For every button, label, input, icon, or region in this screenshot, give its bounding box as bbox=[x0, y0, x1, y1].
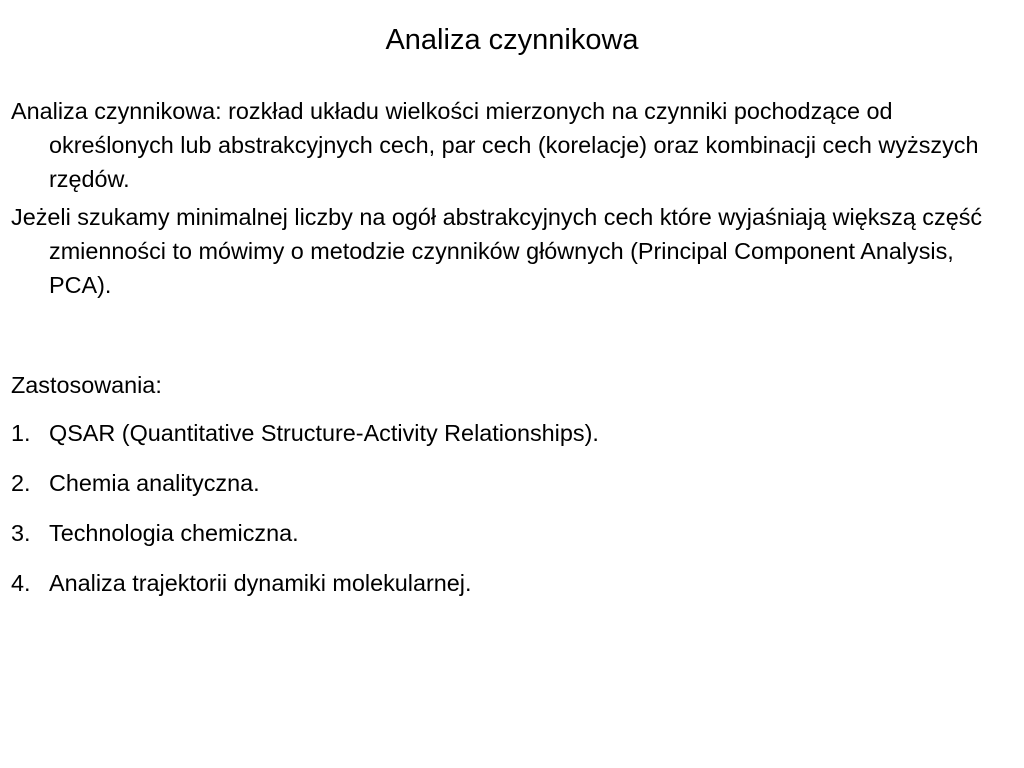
list-item-text: Technologia chemiczna. bbox=[49, 520, 299, 546]
list-item-text: Chemia analityczna. bbox=[49, 470, 260, 496]
list-item-number: 2. bbox=[11, 470, 31, 496]
list-item-number: 1. bbox=[11, 420, 31, 446]
list-item-number: 4. bbox=[11, 570, 31, 596]
slide-body bbox=[11, 94, 1016, 600]
list-item bbox=[11, 566, 1016, 600]
applications-heading: Zastosowania: bbox=[11, 372, 162, 398]
spacer bbox=[11, 302, 1016, 368]
pca-paragraph: Jeżeli szukamy minimalnej liczby na ogół abstrakcyjnych cech które wyjaśniają większą część zmienności to mówimy o metodzie czynników głównych (Principal Component Analysis, PCA). bbox=[11, 204, 983, 298]
list-item-text: Analiza trajektorii dynamiki molekularnej. bbox=[49, 570, 472, 596]
applications-list bbox=[11, 416, 1016, 600]
slide-title: Analiza czynnikowa bbox=[385, 24, 639, 56]
definition-paragraph: Analiza czynnikowa: rozkład układu wielkości mierzonych na czynniki pochodzące od określonych lub abstrakcyjnych cech, par cech (korelacje) oraz kombinacji cech wyższych rzędów. bbox=[11, 98, 979, 192]
list-item-text: QSAR (Quantitative Structure-Activity Relationships). bbox=[49, 420, 599, 446]
list-item bbox=[11, 516, 1016, 550]
list-item bbox=[11, 466, 1016, 500]
list-item-number: 3. bbox=[11, 520, 31, 546]
list-item bbox=[11, 416, 1016, 450]
